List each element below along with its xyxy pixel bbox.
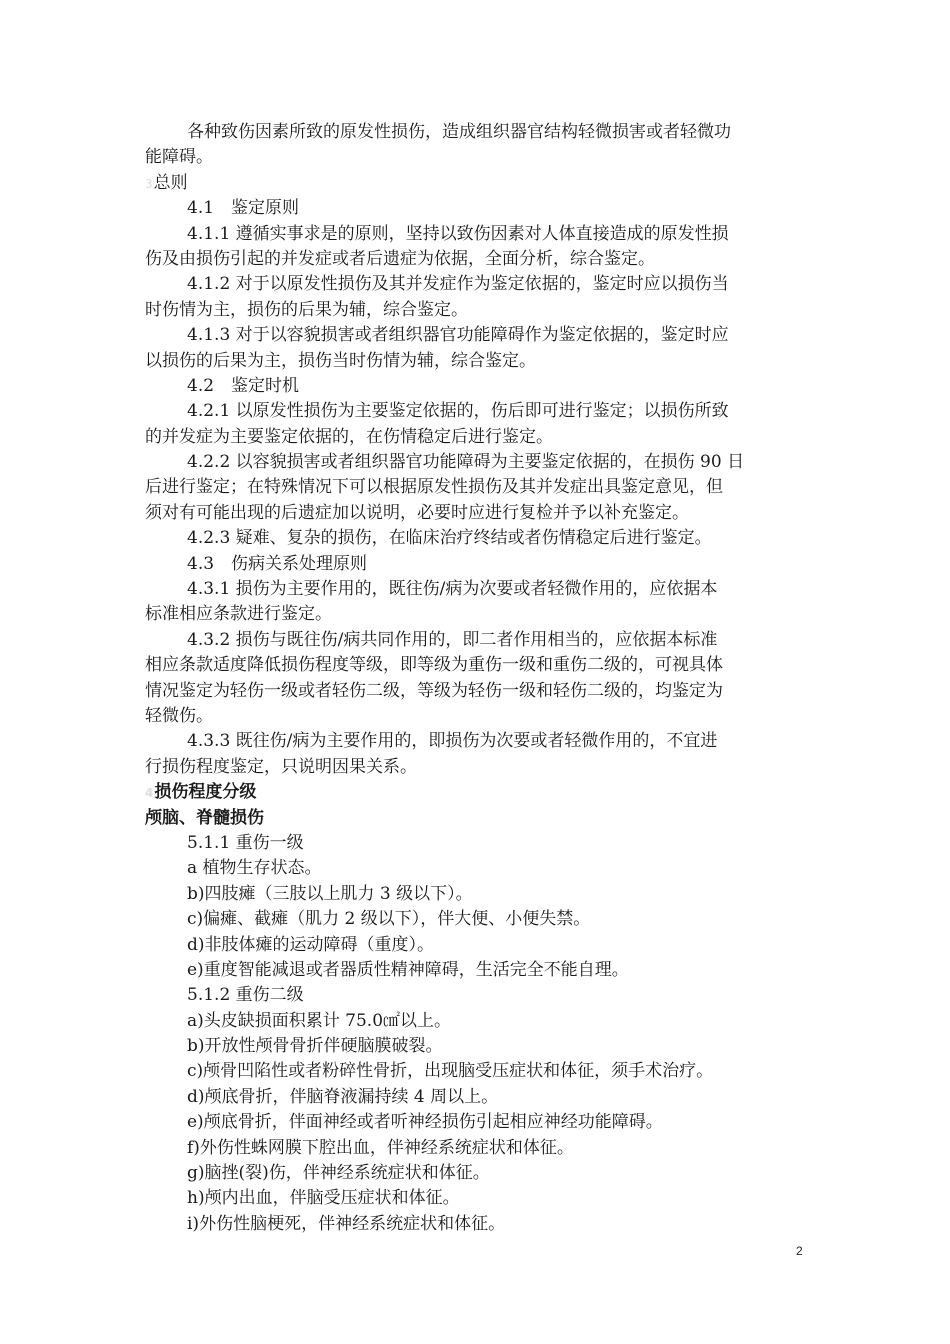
- text-line: [145, 1059, 805, 1084]
- line-text: 颅脑、脊髓损伤: [145, 807, 264, 828]
- line-text: a 植物生存状态。: [187, 858, 322, 879]
- text-line: [145, 729, 805, 754]
- text-line: [145, 526, 805, 551]
- line-text: 标准相应条款进行鉴定。: [145, 604, 332, 625]
- text-line: [145, 399, 805, 424]
- text-line: [145, 120, 805, 145]
- line-text: 4.1.2 对于以原发性损伤及其并发症作为鉴定依据的，鉴定时应以损伤当: [187, 274, 729, 295]
- line-text: 4.2.3 疑难、复杂的损伤，在临床治疗终结或者伤情稳定后进行鉴定。: [187, 528, 712, 549]
- text-line: [145, 374, 805, 399]
- line-text: 轻微伤。: [145, 705, 213, 726]
- text-line: [145, 856, 805, 881]
- text-line: [145, 145, 805, 170]
- text-line: [145, 1136, 805, 1161]
- text-line: [145, 577, 805, 602]
- line-text: 4.1.3 对于以容貌损害或者组织器官功能障碍作为鉴定依据的，鉴定时应: [187, 325, 729, 346]
- text-line: [145, 755, 805, 780]
- text-line: [145, 425, 805, 450]
- text-line: [145, 298, 805, 323]
- line-text: f)外伤性蛛网膜下腔出血，伴神经系统症状和体征。: [187, 1137, 574, 1158]
- line-text: 4.3.1 损伤为主要作用的，既往伤/病为次要或者轻微作用的，应依据本: [187, 579, 718, 600]
- text-line: [145, 247, 805, 272]
- text-line: [145, 1085, 805, 1110]
- line-text: 情况鉴定为轻伤一级或者轻伤二级，等级为轻伤一级和轻伤二级的，均鉴定为: [145, 680, 723, 701]
- line-text: 伤及由损伤引起的并发症或者后遗症为依据，全面分析，综合鉴定。: [145, 248, 655, 269]
- line-text: 时伤情为主，损伤的后果为辅，综合鉴定。: [145, 299, 468, 320]
- text-line: [145, 222, 805, 247]
- text-line: [145, 1009, 805, 1034]
- line-text: b)开放性颅骨骨折伴硬脑膜破裂。: [187, 1036, 443, 1057]
- line-text: 相应条款适度降低损伤程度等级，即等级为重伤一级和重伤二级的，可视具体: [145, 655, 723, 676]
- line-text: 4.2.2 以容貌损害或者组织器官功能障碍为主要鉴定依据的，在损伤 90 日: [187, 452, 745, 473]
- line-text: c)偏瘫、截瘫（肌力 2 级以下），伴大便、小便失禁。: [187, 909, 591, 930]
- line-text: 4.2 鉴定时机: [187, 375, 300, 396]
- line-text: 4.2.1 以原发性损伤为主要鉴定依据的，伤后即可进行鉴定；以损伤所致: [187, 401, 729, 422]
- line-text: 4.3.2 损伤与既往伤/病共同作用的，即二者作用相当的，应依据本标准: [187, 629, 718, 650]
- text-line: [145, 1110, 805, 1135]
- text-line: [145, 933, 805, 958]
- text-line: [145, 323, 805, 348]
- line-text: b)四肢瘫（三肢以上肌力 3 级以下）。: [187, 883, 473, 904]
- text-line: [145, 475, 805, 500]
- text-line: [145, 272, 805, 297]
- text-line: [145, 704, 805, 729]
- line-text: 4.1 鉴定原则: [187, 198, 300, 219]
- line-text: 5.1.2 重伤二级: [187, 985, 304, 1006]
- text-line: [145, 196, 805, 221]
- line-text: 各种致伤因素所致的原发性损伤，造成组织器官结构轻微损害或者轻微功: [187, 122, 731, 142]
- line-text: a)头皮缺损面积累计 75.0㎠以上。: [187, 1010, 452, 1031]
- line-text: 须对有可能出现的后遗症加以说明，必要时应进行复检并予以补充鉴定。: [145, 502, 689, 523]
- section-heading: [145, 780, 805, 805]
- line-text: 4.3 伤病关系处理原则: [187, 553, 368, 574]
- text-line: [145, 983, 805, 1008]
- line-text: 以损伤的后果为主，损伤当时伤情为辅，综合鉴定。: [145, 350, 536, 371]
- text-line: [145, 679, 805, 704]
- text-line: [145, 882, 805, 907]
- line-text: 能障碍。: [145, 147, 213, 168]
- text-line: [145, 1161, 805, 1186]
- document-body: [145, 120, 805, 1237]
- line-text: 4.1.1 遵循实事求是的原则，坚持以致伤因素对人体直接造成的原发性损: [187, 223, 729, 244]
- line-text: 行损伤程度鉴定，只说明因果关系。: [145, 756, 417, 777]
- text-line: [145, 552, 805, 577]
- line-text: e)重度智能减退或者器质性精神障碍，生活完全不能自理。: [187, 959, 629, 980]
- text-line: [145, 907, 805, 932]
- text-line: [145, 501, 805, 526]
- section-number: 3: [145, 176, 153, 191]
- line-text: 的并发症为主要鉴定依据的，在伤情稳定后进行鉴定。: [145, 426, 553, 447]
- text-line: [145, 653, 805, 678]
- line-text: g)脑挫(裂)伤，伴神经系统症状和体征。: [187, 1163, 490, 1184]
- section-number: 4: [145, 786, 154, 801]
- line-text: h)颅内出血，伴脑受压症状和体征。: [187, 1188, 460, 1209]
- line-text: i)外伤性脑梗死，伴神经系统症状和体征。: [187, 1213, 506, 1234]
- line-text: 总则: [153, 172, 188, 193]
- line-text: 损伤程度分级: [154, 782, 257, 803]
- page-number: 2: [796, 1244, 803, 1258]
- text-line: [145, 1186, 805, 1211]
- text-line: [145, 1034, 805, 1059]
- line-text: 5.1.1 重伤一级: [187, 832, 304, 853]
- line-text: 后进行鉴定；在特殊情况下可以根据原发性损伤及其并发症出具鉴定意见，但: [145, 477, 723, 498]
- line-text: d)颅底骨折，伴脑脊液漏持续 4 周以上。: [187, 1086, 499, 1107]
- line-text: 4.3.3 既往伤/病为主要作用的，即损伤为次要或者轻微作用的，不宜进: [187, 731, 718, 752]
- text-line: [145, 349, 805, 374]
- text-line: [145, 602, 805, 627]
- text-line: [145, 831, 805, 856]
- text-line: [145, 450, 805, 475]
- text-line: [145, 958, 805, 983]
- section-title: [145, 171, 805, 196]
- section-heading: [145, 806, 805, 831]
- line-text: e)颅底骨折，伴面神经或者听神经损伤引起相应神经功能障碍。: [187, 1112, 663, 1133]
- text-line: [145, 1212, 805, 1237]
- line-text: c)颅骨凹陷性或者粉碎性骨折，出现脑受压症状和体征，须手术治疗。: [187, 1061, 714, 1082]
- text-line: [145, 628, 805, 653]
- line-text: d)非肢体瘫的运动障碍（重度）。: [187, 934, 435, 955]
